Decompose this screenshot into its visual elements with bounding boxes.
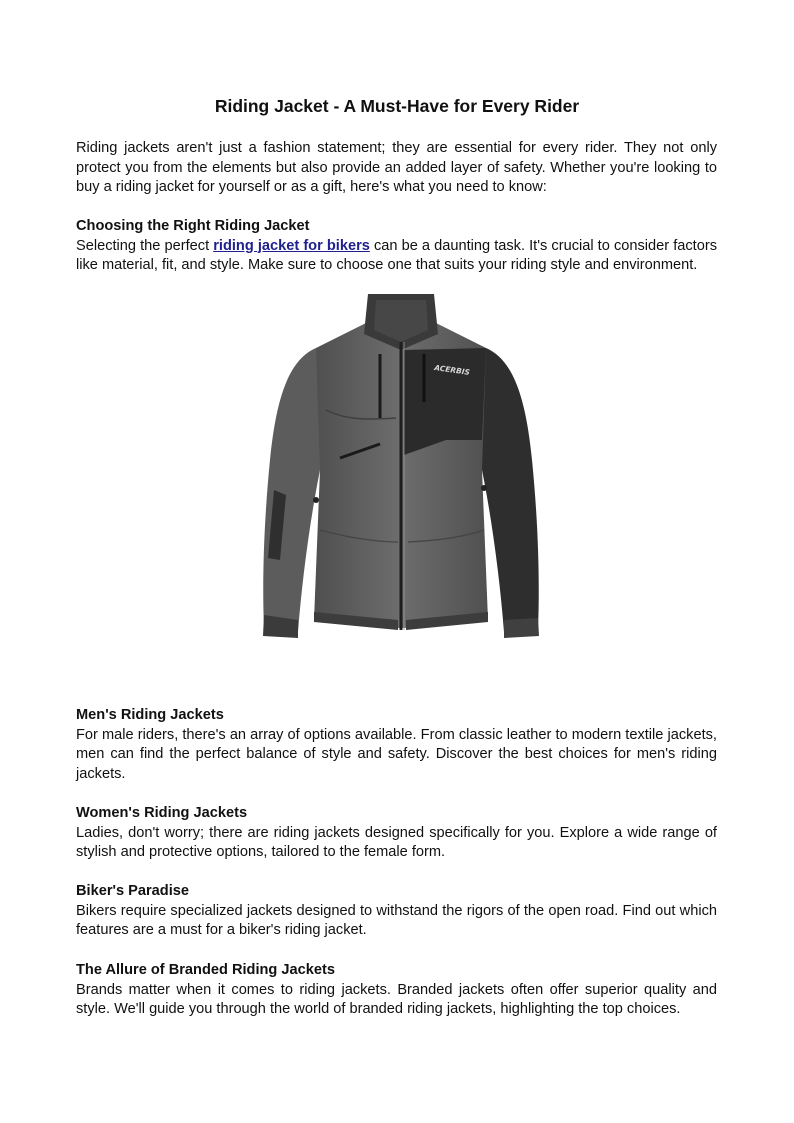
section-heading: Choosing the Right Riding Jacket	[76, 218, 310, 234]
section-womens	[76, 804, 717, 863]
section-heading: The Allure of Branded Riding Jackets	[76, 962, 335, 978]
section-branded	[76, 961, 717, 1020]
page-title: Riding Jacket - A Must-Have for Every Rider	[214, 96, 580, 116]
section-text: Selecting the perfect	[76, 237, 214, 254]
riding-jacket-link[interactable]: riding jacket for bikers	[213, 237, 370, 254]
section-text: Bikers require specialized jackets designed to withstand the rigors of the open road. Find out which features are a must for a biker's riding jacket.	[76, 902, 717, 939]
section-text: Ladies, don't worry; there are riding jackets designed specifically for you. Explore a wide range of stylish and protective options, tailored to the female form.	[76, 824, 717, 861]
section-text: Brands matter when it comes to riding jackets. Branded jackets often offer superior quality and style. We'll guide you through the world of branded riding jackets, highlighting the top choices.	[76, 981, 717, 1018]
section-bikers-paradise	[76, 882, 717, 941]
section-mens	[76, 706, 717, 784]
section-heading: Biker's Paradise	[76, 883, 189, 899]
section-text: For male riders, there's an array of options available. From classic leather to modern textile jackets, men can find the perfect balance of style and safety. Discover the best choices for men's riding jackets.	[76, 726, 717, 782]
section-choosing	[76, 217, 717, 276]
section-heading: Men's Riding Jackets	[76, 707, 224, 723]
jacket-image	[246, 290, 556, 650]
intro-paragraph: Riding jackets aren't just a fashion statement; they are essential for every rider. They not only protect you from the elements but also provide an added layer of safety. Whether you're looking to buy a riding jacket for yourself or as a gift, here's what you need to know:	[76, 140, 717, 196]
section-heading: Women's Riding Jackets	[76, 805, 248, 821]
brand-logo: ACERBIS	[433, 363, 471, 377]
section-text: can be a daunting task. It's crucial to consider factors like material, fit, and style. Make sure to choose one that suits your riding style and environment.	[76, 237, 717, 274]
